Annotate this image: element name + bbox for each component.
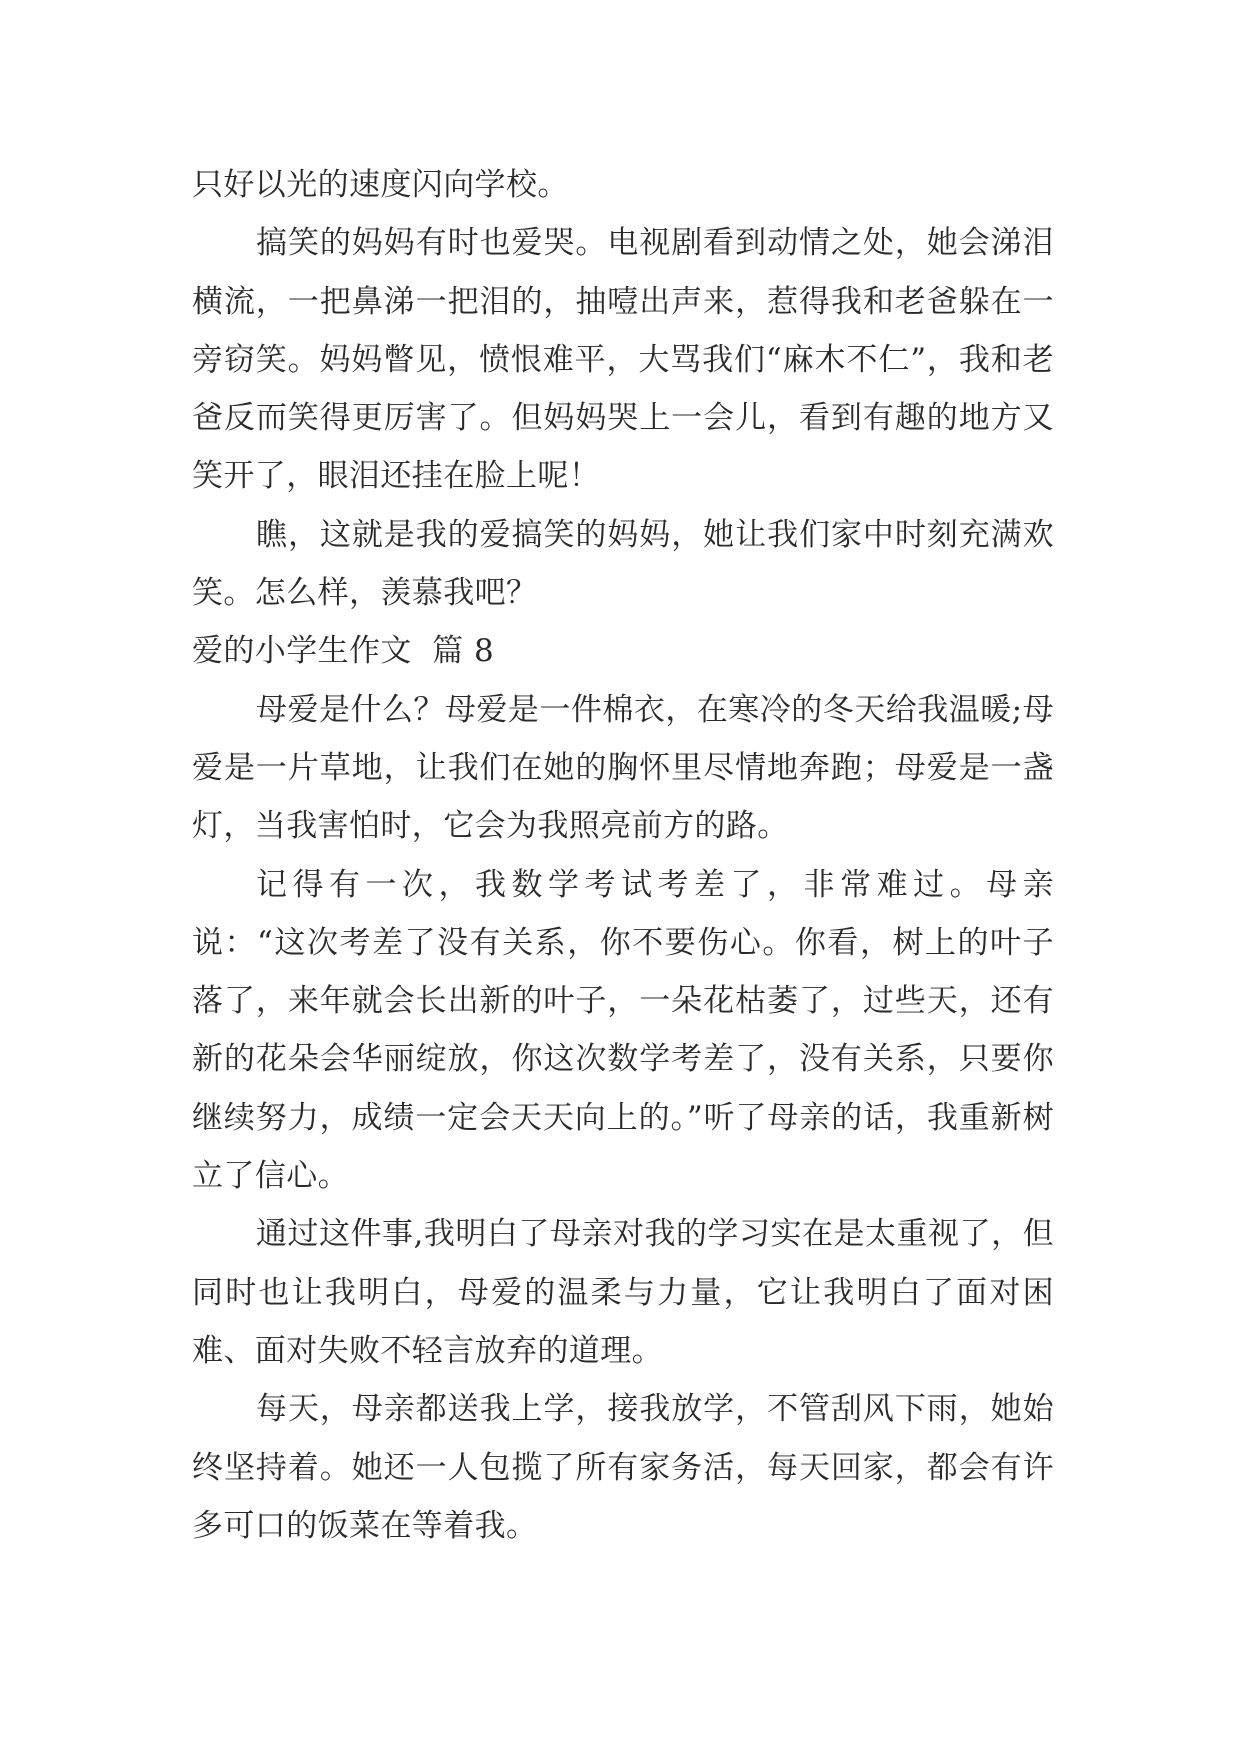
paragraph: 每天，母亲都送我上学，接我放学，不管刮风下雨，她始终坚持着。她还一人包揽了所有家务活，每天回家，都会有许多可口的饭菜在等着我。 [192,1391,1054,1544]
essay-heading: 爱的小学生作文 篇 8 [192,633,495,670]
paragraph-continuation: 只好以光的速度闪向学校。 [192,167,569,203]
paragraph: 通过这件事,我明白了母亲对我的学习实在是太重视了，但同时也让我明白，母爱的温柔与力量，它让我明白了面对困难、面对失败不轻言放弃的道理。 [192,1216,1054,1369]
paragraph: 母爱是什么？母爱是一件棉衣，在寒冷的冬天给我温暖;母爱是一片草地，让我们在她的胸怀里尽情地奔跑；母爱是一盏灯，当我害怕时，它会为我照亮前方的路。 [192,691,1054,845]
paragraph: 记得有一次，我数学考试考差了，非常难过。母亲说：“这次考差了没有关系，你不要伤心。你看，树上的叶子落了，来年就会长出新的叶子，一朵花枯萎了，过些天，还有新的花朵会华丽绽放，你这次数学考差了，没有关系，只要你继续努力，成绩一定会天天向上的。”听了母亲的话，我重新树立了信心。 [192,866,1054,1195]
paragraph: 瞧，这就是我的爱搞笑的妈妈，她让我们家中时刻充满欢笑。怎么样，羡慕我吧？ [192,516,1054,612]
paragraph: 搞笑的妈妈有时也爱哭。电视剧看到动情之处，她会涕泪横流，一把鼻涕一把泪的，抽噎出声来，惹得我和老爸躲在一旁窃笑。妈妈瞥见，愤恨难平，大骂我们“麻木不仁”，我和老爸反而笑得更厉害了。但妈妈哭上一会儿，看到有趣的地方又笑开了，眼泪还挂在脸上呢！ [192,225,1054,495]
essay-text [192,156,1054,1555]
